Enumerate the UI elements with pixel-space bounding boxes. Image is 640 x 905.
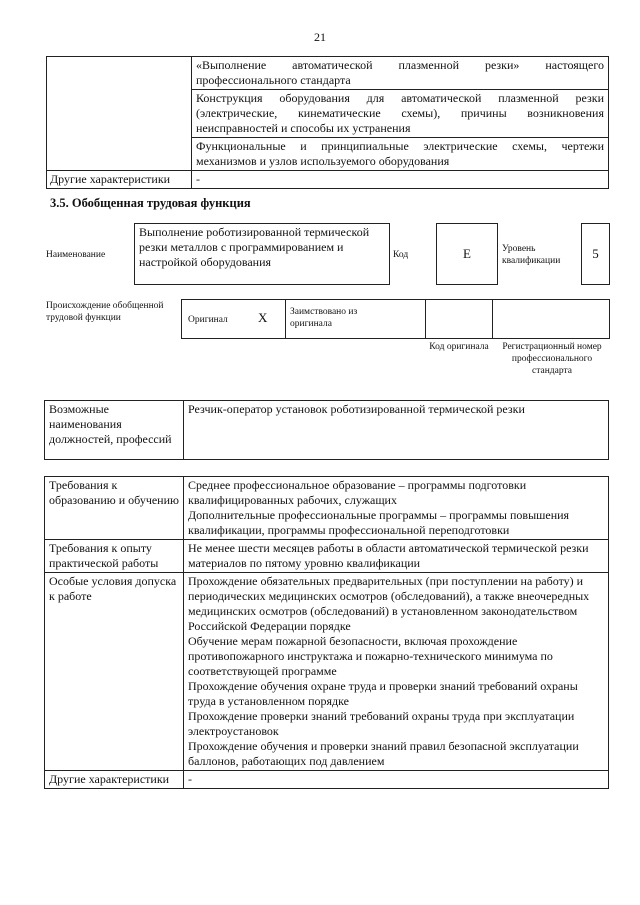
code-caption: Код оригинала	[429, 342, 489, 352]
special-line-5: Прохождение обучения и проверки знаний правил безопасной эксплуатации баллонов, работающих под давлением	[188, 739, 579, 768]
knowledge-row-3: Функциональные и принципиальные электрические схемы, чертежи механизмов и узлов используемого оборудования	[192, 138, 609, 171]
special-conditions-value	[184, 573, 609, 771]
education-line-1: Среднее профессиональное образование – программы подготовки квалифицированных рабочих, служащих	[188, 478, 527, 507]
education-line-2: Дополнительные профессиональные программы – программы повышения квалификации, программы профессиональной переподготовки	[188, 508, 570, 537]
education-value	[184, 477, 609, 540]
origin-divider-2	[425, 300, 426, 338]
special-line-1: Прохождение обязательных предварительных (при поступлении на работу) и периодических медицинских осмотров (обследований), а также внеочередных медицинских осмотров (обследований) в установленном законодательством Российской Федерации порядке	[188, 574, 590, 633]
special-line-2: Обучение мерам пожарной безопасности, включая прохождение противопожарного инструктажа и пожарно-технического минимума по соответствующей программе	[188, 634, 553, 678]
positions-label: Возможные наименования должностей, профессий	[45, 401, 184, 460]
section-heading: 3.5. Обобщенная трудовая функция	[50, 196, 251, 210]
other-value: -	[184, 771, 609, 789]
function-name-box	[134, 223, 390, 285]
other-label: Другие характеристики	[45, 771, 184, 789]
original-label: Оригинал	[188, 315, 228, 325]
origin-box	[181, 299, 610, 339]
other-characteristics-value: -	[192, 171, 609, 189]
knowledge-row-2: Конструкция оборудования для автоматической плазменной резки (электрические, кинематические схемы), причины возникновения неисправностей и способы их устранения	[192, 90, 609, 138]
level-value: 5	[592, 246, 599, 261]
positions-value: Резчик-оператор установок роботизированной термической резки	[184, 401, 609, 460]
special-line-4: Прохождение проверки знаний требований охраны труда при эксплуатации электроустановок	[188, 709, 575, 738]
requirements-table	[44, 476, 609, 789]
function-name-value: Выполнение роботизированной термической резки металлов с программированием и настройкой оборудования	[139, 225, 370, 269]
experience-value: Не менее шести месяцев работы в области автоматической термической резки материалов по пятому уровню квалификации	[184, 540, 609, 573]
reg-caption: Регистрационный номер профессионального стандарта	[502, 342, 602, 376]
empty-label-cell	[47, 57, 192, 171]
origin-divider-3	[492, 300, 493, 338]
origin-label: Происхождение обобщенной трудовой функции	[46, 301, 164, 323]
level-box	[581, 223, 610, 285]
borrowed-label: Заимствовано из оригинала	[290, 307, 358, 329]
original-mark: X	[258, 310, 268, 325]
positions-table	[44, 400, 609, 460]
special-conditions-label: Особые условия допуска к работе	[45, 573, 184, 771]
code-box	[436, 223, 498, 285]
level-label: Уровень квалификации	[502, 244, 561, 266]
name-label: Наименование	[46, 250, 106, 260]
knowledge-row-1: «Выполнение автоматической плазменной резки» настоящего профессионального стандарта	[192, 57, 609, 90]
origin-divider-1	[285, 300, 286, 338]
experience-label: Требования к опыту практической работы	[45, 540, 184, 573]
knowledge-table-continued	[46, 56, 609, 189]
code-label: Код	[393, 250, 409, 260]
education-label: Требования к образованию и обучению	[45, 477, 184, 540]
code-value: E	[463, 246, 471, 261]
other-characteristics-label: Другие характеристики	[47, 171, 192, 189]
special-line-3: Прохождение обучения охране труда и проверки знаний требований охраны труда в установленном порядке	[188, 679, 578, 708]
page-number: 21	[314, 30, 326, 44]
